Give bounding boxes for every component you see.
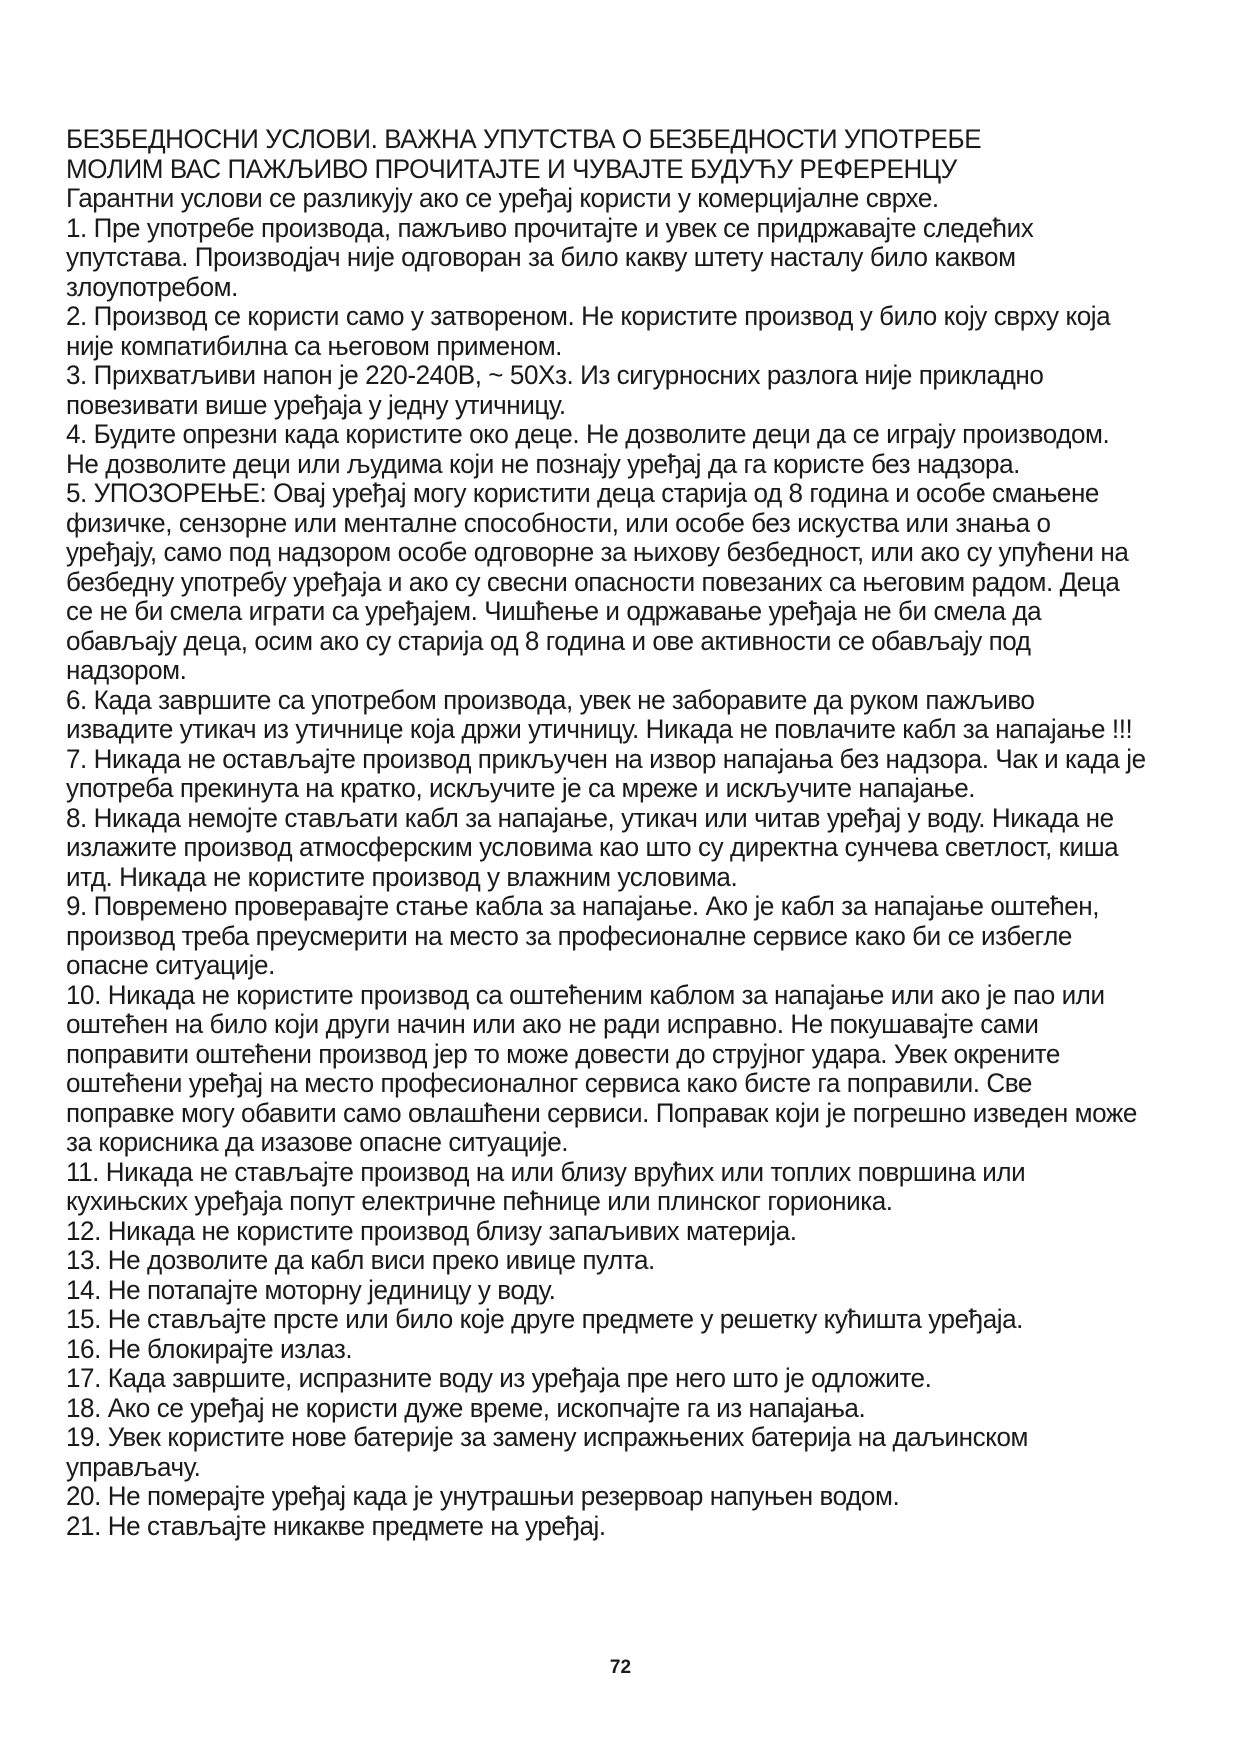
safety-instructions-body [66, 125, 1147, 1541]
instruction-item: 19. Увек користите нове батерије за замену испражњених батерија на даљинском управљачу. [66, 1422, 1028, 1482]
heading-safety-conditions: БЕЗБЕДНОСНИ УСЛОВИ. ВАЖНА УПУТСТВА О БЕЗБЕДНОСТИ УПОТРЕБЕ [66, 124, 982, 154]
warranty-intro: Гарантни услови се разликују ако се уређај користи у комерцијалне сврхе. [66, 183, 939, 213]
instruction-item: 12. Никада не користите производ близу запаљивих материја. [66, 1215, 797, 1246]
instruction-item: 10. Никада не користите производ са оштећеним каблом за напајање или ако је пао или оштећен на било који други начин или ако не ради исправно. Не покушавајте сами поправити оштећени производ јер то може довести до струјног удара. Увек окрените оштећени уређај на место професионалног сервиса како бисте га поправили. Све поправке могу обавити само овлашћени сервиси. Поправак који је погрешно изведен може за корисника да изазове опасне ситуације. [66, 979, 1137, 1157]
instruction-item: 15. Не стављајте прсте или било које друге предмете у решетку кућишта уређаја. [66, 1304, 1023, 1334]
heading-read-carefully: МОЛИМ ВАС ПАЖЉИВО ПРОЧИТАЈТЕ И ЧУВАЈТЕ БУДУЋУ РЕФЕРЕНЦУ [66, 153, 957, 184]
instruction-item: 13. Не дозволите да кабл виси преко ивице пулта. [66, 1245, 655, 1275]
instruction-item: 5. УПОЗОРЕЊЕ: Овај уређај могу користити деца старија од 8 година и особе смањене физичке, сензорне или менталне способности, или особе без искуства или знања о уређају, само под надзором особе одговорне за њихову безбедност, или ако су упућени на безбедну употребу уређаја и ако су свесни опасности повезаних са његовим радом. Деца се не би смела играти са уређајем. Чишћење и одржавање уређаја не би смела да обављају деца, осим ако су старија од 8 година и ове активности се обављају под надзором. [66, 478, 1129, 685]
instruction-item: 4. Будите опрезни када користите око деце. Не дозволите деци да се играју производом. Не дозволите деци или људима који не познају уређај да га користе без надзора. [66, 419, 1110, 479]
instruction-item: 20. Не померајте уређај када је унутрашњи резервоар напуњен водом. [66, 1481, 900, 1511]
instruction-item: 16. Не блокирајте излаз. [66, 1333, 353, 1364]
instruction-item: 7. Никада не остављајте производ прикључен на извор напајања без надзора. Чак и када је употреба прекинута на кратко, искључите је са мреже и искључите напајање. [66, 743, 1146, 803]
instruction-item: 18. Ако се уређај не користи дуже време, ископчајте га из напајања. [66, 1392, 866, 1423]
instruction-item: 21. Не стављајте никакве предмете на уређај. [66, 1510, 606, 1541]
instruction-item: 9. Повремено проверавајте стање кабла за напајање. Ако је кабл за напајање оштећен, производ треба преусмерити на место за професионалне сервисе како би се избегле опасне ситуације. [66, 891, 1100, 980]
instruction-item: 8. Никада немојте стављати кабл за напајање, утикач или читав уређај у воду. Никада не излажите производ атмосферским условима као што су директна сунчева светлост, киша итд. Никада не користите производ у влажним условима. [66, 802, 1119, 892]
instruction-item: 11. Никада не стављајте производ на или близу врућих или топлих површина или кухињских уређаја попут електричне пећнице или плинског горионика. [66, 1156, 1026, 1216]
instruction-item: 1. Пре употребе производа, пажљиво прочитајте и увек се придржавајте следећих упутстава. Производјач није одговоран за било какву штету насталу било каквом злоупотребом. [66, 212, 1034, 302]
page-number: 72 [609, 1657, 632, 1678]
instruction-item: 6. Када завршите са употребом производа, увек не заборавите да руком пажљиво извадите утикач из утичнице која држи утичницу. Никада не повлачите кабл за напајање !!! [66, 684, 1133, 744]
instruction-item: 17. Када завршите, испразните воду из уређаја пре него што је одложите. [66, 1363, 932, 1393]
instruction-item: 3. Прихватљиви напон је 220-240В, ~ 50Хз. Из сигурносних разлога није прикладно повезивати више уређаја у једну утичницу. [66, 360, 1044, 420]
instruction-item: 14. Не потапајте моторну јединицу у воду. [66, 1274, 556, 1305]
instruction-item: 2. Производ се користи само у затвореном. Не користите производ у било коју сврху која није компатибилна са његовом применом. [66, 301, 1111, 361]
